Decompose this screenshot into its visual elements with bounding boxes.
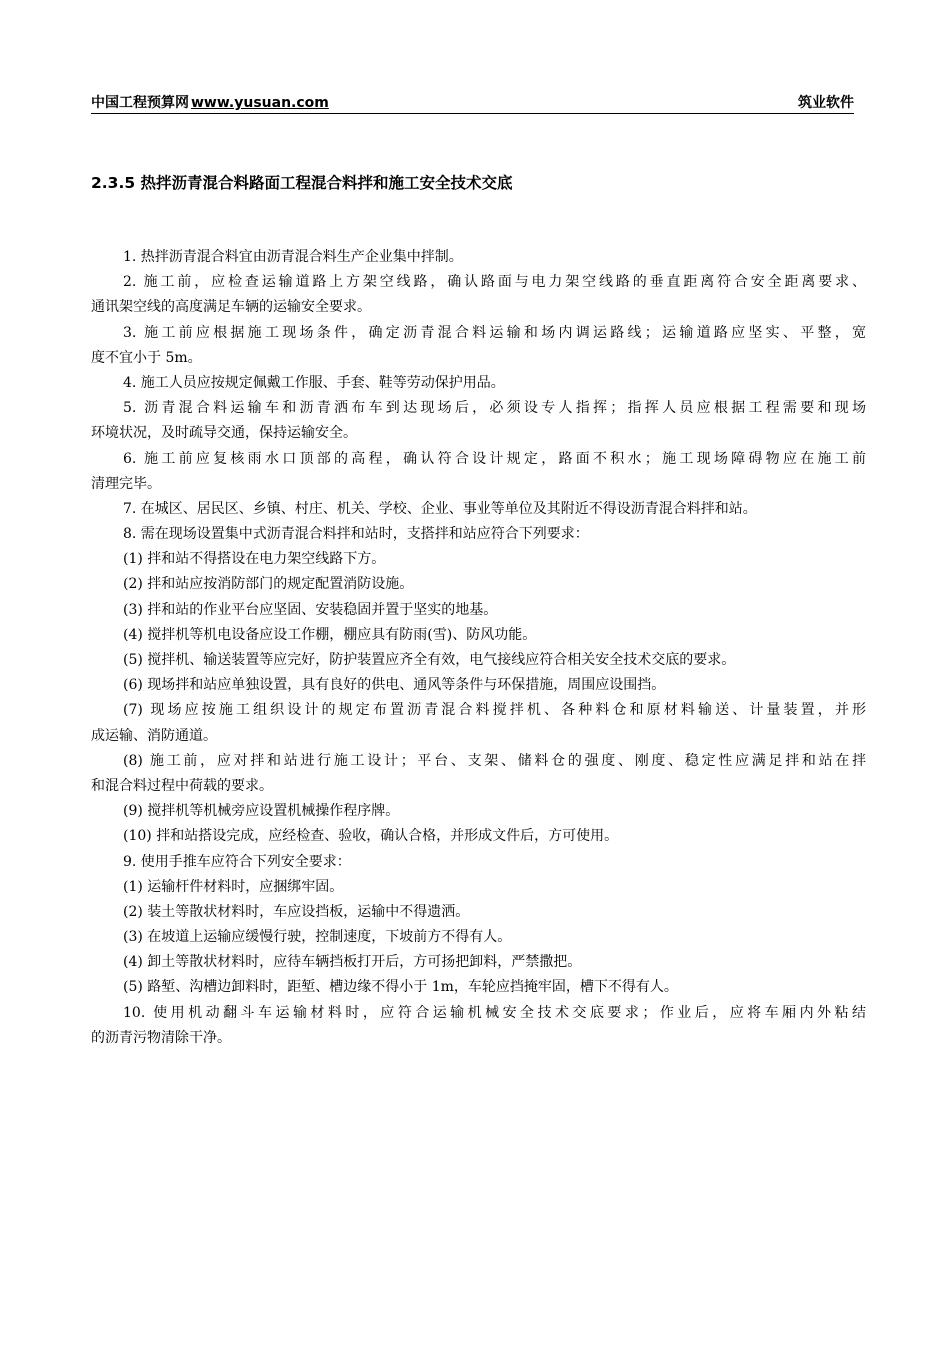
body-line: (9) 搅拌机等机械旁应设置机械操作程序牌。 <box>123 803 400 820</box>
body-line: (8) 施工前，应对拌和站进行施工设计；平台、支架、储料仓的强度、刚度、稳定性应满足拌和站在拌 <box>123 752 866 769</box>
body-line: (1) 拌和站不得搭设在电力架空线路下方。 <box>123 551 386 568</box>
body-line: (4) 卸土等散状材料时，应待车辆挡板打开后，方可扬把卸料，严禁撒把。 <box>123 954 582 971</box>
body-line: 5. 沥青混合料运输车和沥青洒布车到达现场后，必须设专人指挥；指挥人员应根据工程需要和现场 <box>123 400 866 417</box>
body-line: 通讯架空线的高度满足车辆的运输安全要求。 <box>91 299 371 316</box>
body-line: (2) 装土等散状材料时，车应设挡板，运输中不得遗洒。 <box>123 903 470 920</box>
body-line: 环境状况，及时疏导交通，保持运输安全。 <box>91 425 357 442</box>
body-line: (1) 运输杆件材料时，应捆绑牢固。 <box>123 878 344 895</box>
body-line: (6) 现场拌和站应单独设置，具有良好的供电、通风等条件与环保措施，周围应设围挡。 <box>123 677 666 694</box>
header-brand: 筑业软件 <box>798 95 854 111</box>
body-line: 和混合料过程中荷载的要求。 <box>91 777 273 794</box>
body-line: 9. 使用手推车应符合下列安全要求： <box>123 853 351 870</box>
body-line: 1. 热拌沥青混合料宜由沥青混合料生产企业集中拌制。 <box>123 249 463 265</box>
body-line: 清理完毕。 <box>91 475 161 492</box>
body-line: 7. 在城区、居民区、乡镇、村庄、机关、学校、企业、事业等单位及其附近不得设沥青混合料拌和站。 <box>123 500 757 517</box>
body-line: 的沥青污物清除干净。 <box>91 1029 231 1046</box>
body-line: (2) 拌和站应按消防部门的规定配置消防设施。 <box>123 576 414 593</box>
body-line: 2. 施工前，应检查运输道路上方架空线路，确认路面与电力架空线路的垂直距离符合安全距离要求、 <box>123 274 866 291</box>
body-line: 10. 使用机动翻斗车运输材料时，应符合运输机械安全技术交底要求；作业后，应将车厢内外粘结 <box>123 1004 866 1021</box>
body-line: (3) 拌和站的作业平台应坚固、安装稳固并置于坚实的地基。 <box>123 601 498 618</box>
body-line: 8. 需在现场设置集中式沥青混合料拌和站时，支搭拌和站应符合下列要求： <box>123 526 589 543</box>
header-left <box>91 93 329 113</box>
body-line: 4. 施工人员应按规定佩戴工作服、手套、鞋等劳动保护用品。 <box>123 374 505 391</box>
body-line: 成运输、消防通道。 <box>91 727 217 744</box>
body-line: 3. 施工前应根据施工现场条件，确定沥青混合料运输和场内调运路线；运输道路应坚实、平整，宽 <box>123 324 866 341</box>
body-line: (10) 拌和站搭设完成，应经检查、验收，确认合格，并形成文件后，方可使用。 <box>123 828 619 845</box>
body-line: (3) 在坡道上运输应缓慢行驶，控制速度，下坡前方不得有人。 <box>123 929 512 946</box>
body-line: 6. 施工前应复核雨水口顶部的高程，确认符合设计规定，路面不积水；施工现场障碍物应在施工前 <box>123 450 866 467</box>
header-url-link[interactable]: www.yusuan.com <box>191 95 329 111</box>
page-header <box>91 93 854 114</box>
body-line: (5) 路堑、沟槽边卸料时，距堑、槽边缘不得小于 1m，车轮应挡掩牢固，槽下不得有人。 <box>123 979 678 996</box>
document-body <box>91 245 866 1051</box>
body-line: (7) 现场应按施工组织设计的规定布置沥青混合料搅拌机、各种料仓和原材料输送、计量装置，并形 <box>123 702 866 719</box>
body-line: (5) 搅拌机、输送装置等应完好，防护装置应齐全有效，电气接线应符合相关安全技术交底的要求。 <box>123 652 736 668</box>
section-title: 2.3.5 热拌沥青混合料路面工程混合料拌和施工安全技术交底 <box>91 174 513 192</box>
body-line: (4) 搅拌机等机电设备应设工作棚，棚应具有防雨(雪)、防风功能。 <box>123 626 537 643</box>
header-site-name: 中国工程预算网 <box>91 95 189 111</box>
body-line: 度不宜小于 5m。 <box>91 349 202 366</box>
